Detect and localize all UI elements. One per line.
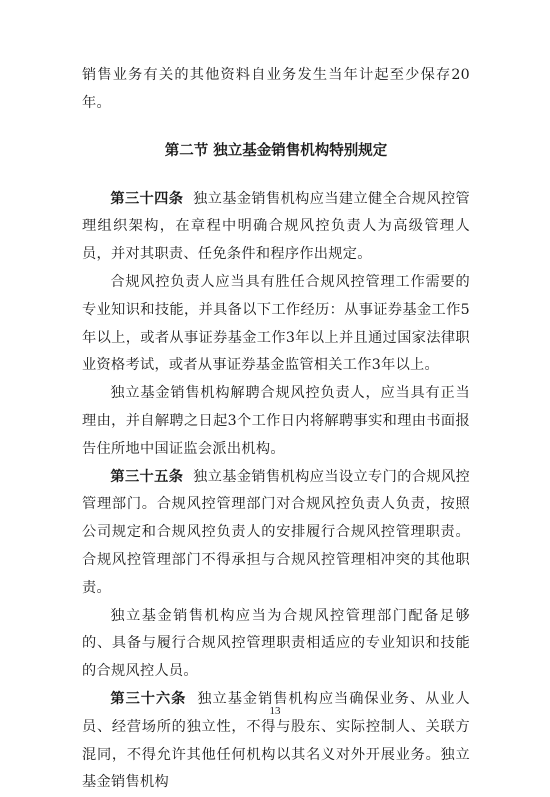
article-35-paragraph-2: 独立基金销售机构应当为合规风控管理部门配备足够的、具备与履行合规风控管理职责相适应的专业知识和技能的合规风控人员。: [82, 607, 470, 680]
section-title: 第二节 独立基金销售机构特别规定: [164, 142, 388, 159]
article-number: 第三十六条: [110, 690, 187, 707]
article-35-paragraph-1: [82, 464, 470, 603]
article-text: 独立基金销售机构应当确保业务、从业人员、经营场所的独立性，不得与股东、实际控制人、关联方混同，不得允许其他任何机构以其名义对外开展业务。独立基金销售机构: [82, 690, 470, 791]
article-text: 独立基金销售机构应当设立专门的合规风控管理部门。合规风控管理部门对合规风控负责人负责，按照公司规定和合规风控负责人的安排履行合规风控管理职责。合规风控管理部门不得承担与合规风控管理相冲突的其他职责。: [82, 468, 471, 596]
article-34-paragraph-3: 独立基金销售机构解聘合规风控负责人，应当具有正当理由，并自解聘之日起3个工作日内将解聘事实和理由书面报告住所地中国证监会派出机构。: [82, 385, 470, 457]
article-34-paragraph-1: [82, 186, 470, 269]
continued-paragraph: 销售业务有关的其他资料自业务发生当年计起至少保存20年。: [82, 67, 470, 111]
article-number: 第三十五条: [110, 468, 184, 485]
article-number: 第三十四条: [110, 190, 184, 207]
page-number: 13: [269, 705, 281, 717]
article-34-paragraph-2: 合规风控负责人应当具有胜任合规风控管理工作需要的专业知识和技能，并具备以下工作经历：从事证券基金工作5年以上，或者从事证券基金工作3年以上并且通过国家法律职业资格考试，或者从事证券基金监管相关工作3年以上。: [82, 273, 470, 374]
article-text: 独立基金销售机构应当建立健全合规风控管理组织架构，在章程中明确合规风控负责人为高级管理人员，并对其职责、任免条件和程序作出规定。: [82, 190, 471, 263]
article-36-paragraph-1: [82, 686, 470, 797]
document-body: [82, 62, 470, 797]
